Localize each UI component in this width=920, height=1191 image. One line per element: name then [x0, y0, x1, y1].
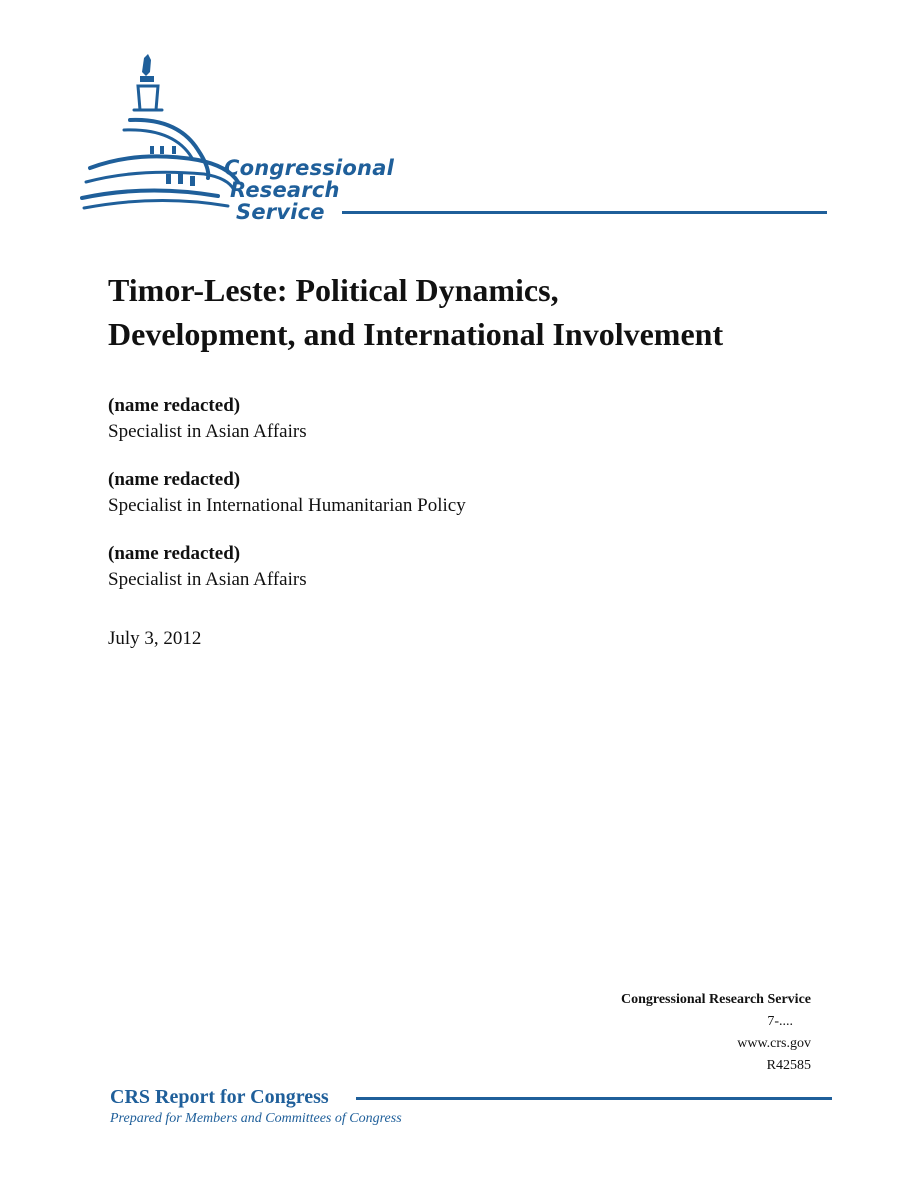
report-title-line1: Timor-Leste: Political Dynamics,	[108, 272, 559, 308]
capitol-dome-icon	[78, 50, 828, 225]
author-name: (name redacted)	[108, 469, 241, 490]
author-role: Specialist in International Humanitarian Policy	[108, 495, 466, 516]
author-name: (name redacted)	[108, 395, 241, 416]
author-role: Specialist in Asian Affairs	[108, 421, 307, 442]
report-title	[108, 268, 848, 356]
logo-text-line1: Congressional	[224, 156, 394, 180]
crs-phone: 7-....	[767, 1014, 793, 1029]
logo-text-line3: Service	[236, 200, 325, 224]
author-role: Specialist in Asian Affairs	[108, 569, 307, 590]
report-title-line2: Development, and International Involvement	[108, 316, 724, 352]
logo-text-line2: Research	[230, 178, 340, 202]
report-date: July 3, 2012	[108, 628, 202, 649]
footer-title: CRS Report for Congress	[110, 1086, 329, 1108]
logo-divider	[342, 211, 827, 214]
author-3	[108, 541, 808, 593]
author-name: (name redacted)	[108, 543, 241, 564]
footer-divider	[356, 1097, 832, 1100]
crs-logo	[78, 50, 828, 225]
author-1	[108, 393, 808, 445]
crs-report-number: R42585	[766, 1058, 811, 1073]
crs-organization: Congressional Research Service	[620, 992, 811, 1007]
crs-website: www.crs.gov	[737, 1036, 811, 1051]
footer-subtitle: Prepared for Members and Committees of Congress	[110, 1111, 402, 1126]
author-2	[108, 467, 808, 519]
crs-info-block	[621, 989, 811, 1077]
